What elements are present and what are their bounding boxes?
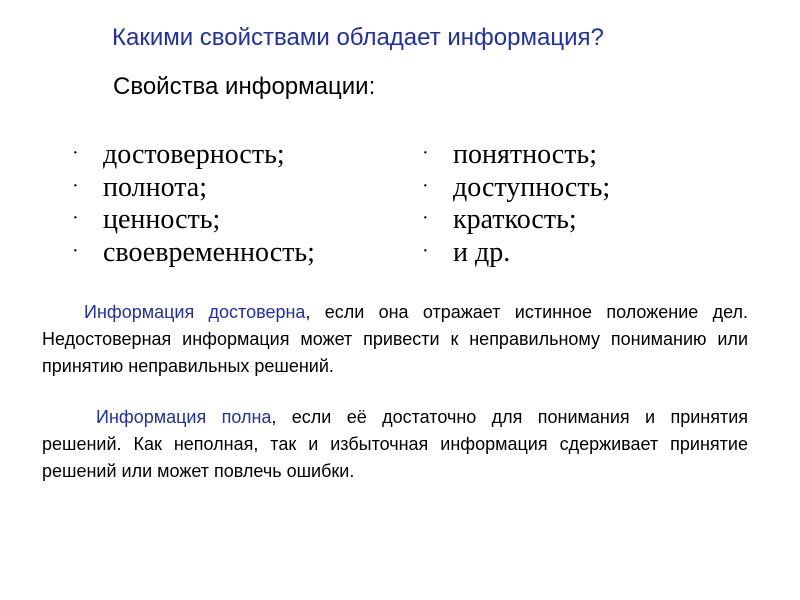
properties-heading: Свойства информации: [113,73,376,100]
property-label: понятность; [453,139,597,170]
bullet-icon: · [72,142,79,164]
list-item [420,204,610,237]
list-item [70,139,315,172]
property-label: краткость; [453,204,577,235]
property-label: достоверность; [103,139,285,170]
slide-question: Какими свойствами обладает информация? [112,24,604,51]
definition-paragraph-reliability [42,299,748,380]
list-item [70,237,315,270]
property-label: своевременность; [103,236,315,268]
list-item [70,172,315,205]
definition-term: Информация достоверна [84,302,306,322]
bullet-icon: · [72,174,79,197]
property-label: ценность; [103,204,221,235]
bullet-icon: · [422,174,429,197]
list-item [70,204,315,237]
list-item [420,172,610,205]
definition-term: Информация полна [96,407,272,427]
properties-list-right [420,139,610,269]
property-label: и др. [453,236,511,268]
property-label: доступность; [453,171,611,203]
definition-text: , если её достаточно для понимания и принятия решений. Как неполная, так и избыточная информация сдерживает принятие решений или может повлечь ошибки. [42,407,748,481]
list-item [420,237,610,270]
bullet-icon: · [72,207,79,229]
list-item [420,139,610,172]
bullet-icon: · [422,142,429,164]
bullet-icon: · [422,207,429,229]
definition-paragraph-completeness [42,404,748,485]
definition-text: , если она отражает истинное положение дел. Недостоверная информация может привести к неправильному пониманию или принятию неправильных решений. [42,302,748,376]
bullet-icon: · [422,239,429,262]
bullet-icon: · [72,239,79,262]
properties-list-left [70,139,315,269]
property-label: полнота; [103,171,207,203]
